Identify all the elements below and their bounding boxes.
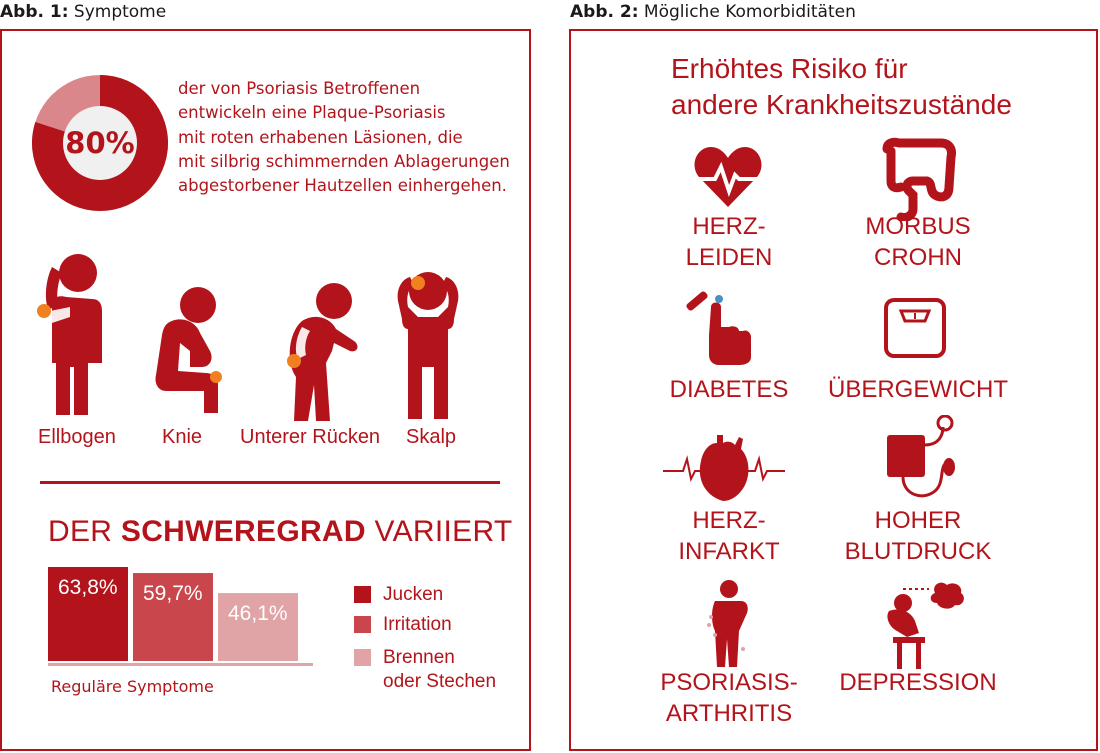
- condition-uebergewicht: [813, 374, 1023, 405]
- finger-prick-icon: [685, 287, 755, 365]
- symptom-bar-chart: [48, 567, 313, 667]
- legend-label: Irritation: [383, 614, 452, 635]
- location-label-elbow: Ellbogen: [38, 426, 116, 448]
- bar-value-label: 59,7%: [143, 582, 203, 606]
- severity-heading: [48, 515, 513, 549]
- legend-item-irritation: [354, 613, 452, 637]
- condition-label-line: MORBUS: [865, 213, 971, 240]
- legend-label: Brennen: [383, 647, 455, 668]
- scale-icon: [883, 297, 947, 359]
- heart-ecg-icon: [663, 431, 785, 503]
- risk-heading-line: Erhöhtes Risiko für: [671, 53, 908, 84]
- elbow-figure-icon: [30, 245, 110, 425]
- condition-herzinfarkt: [649, 505, 809, 567]
- legend-label: oder Stechen: [383, 671, 497, 692]
- condition-bluthochdruck: [833, 505, 1003, 567]
- condition-label-line: DEPRESSION: [839, 669, 997, 696]
- description-line: mit roten erhabenen Läsionen, die: [178, 127, 463, 147]
- figure-1-prefix: Abb. 1:: [0, 2, 69, 22]
- condition-psoriasis-arthritis: [639, 667, 819, 729]
- condition-label-line: DIABETES: [669, 376, 789, 403]
- chart-baseline: [48, 663, 313, 666]
- figure-1-title: [0, 2, 166, 22]
- legend-item-jucken: [354, 583, 443, 607]
- condition-label-line: CROHN: [874, 244, 962, 271]
- condition-label-line: PSORIASIS-: [660, 669, 798, 696]
- figure-1-name: Symptome: [73, 2, 167, 22]
- condition-label-line: ÜBERGEWICHT: [828, 376, 1008, 403]
- symptoms-panel: [0, 29, 531, 751]
- legend-item-brennen: [354, 646, 496, 694]
- risk-heading: [671, 51, 1012, 123]
- severity-bold: SCHWEREGRAD: [120, 515, 366, 548]
- figure-2-name: Mögliche Komorbiditäten: [643, 2, 856, 22]
- depressed-person-icon: [881, 581, 971, 671]
- condition-label-line: LEIDEN: [685, 244, 773, 271]
- plaque-percentage: 80%: [65, 126, 135, 160]
- blood-pressure-icon: [883, 415, 963, 505]
- comorbidities-panel: [569, 29, 1098, 751]
- legend-label: Jucken: [383, 584, 444, 605]
- location-label-scalp: Skalp: [406, 426, 457, 448]
- condition-diabetes: [649, 374, 809, 405]
- section-divider: [40, 481, 500, 484]
- description-line: der von Psoriasis Betroffenen: [178, 79, 421, 98]
- scalp-figure-icon: [388, 263, 468, 423]
- description-line: abgestorbener Hautzellen einhergehen.: [178, 176, 507, 196]
- heart-pulse-icon: [693, 145, 763, 209]
- description-line: entwickeln eine Plaque-Psoriasis: [178, 103, 446, 123]
- chart-x-label: Reguläre Symptome: [51, 677, 214, 696]
- location-label-knee: Knie: [162, 426, 203, 448]
- figure-2-prefix: Abb. 2:: [570, 2, 639, 22]
- legend-swatch: [354, 649, 371, 666]
- bar-value-label: 63,8%: [58, 576, 118, 599]
- arthritis-person-icon: [699, 579, 755, 669]
- intestine-icon: [879, 137, 959, 221]
- figure-2-title: [570, 2, 856, 22]
- condition-herzleiden: [649, 211, 809, 273]
- condition-label-line: INFARKT: [678, 538, 780, 565]
- legend-swatch: [354, 586, 371, 603]
- condition-depression: [828, 667, 1008, 698]
- condition-label-line: HOHER: [874, 507, 962, 534]
- description-line: mit silbrig schimmernden Ablagerungen: [178, 151, 510, 171]
- condition-label-line: ARTHRITIS: [665, 700, 793, 727]
- condition-label-line: BLUTDRUCK: [844, 538, 992, 565]
- plaque-description: [178, 77, 528, 198]
- legend-swatch: [354, 616, 371, 633]
- severity-suffix: VARIIERT: [374, 515, 513, 548]
- condition-label-line: HERZ-: [692, 507, 766, 534]
- condition-label-line: HERZ-: [692, 213, 766, 240]
- condition-morbus-crohn: [833, 211, 1003, 273]
- knee-figure-icon: [150, 281, 230, 421]
- location-label-lower-back: Unterer Rücken: [240, 426, 381, 448]
- severity-prefix: DER: [48, 515, 113, 548]
- bar-value-label: 46,1%: [228, 602, 288, 626]
- lower-back-figure-icon: [274, 281, 364, 426]
- risk-heading-line: andere Krankheitszustände: [671, 89, 1012, 120]
